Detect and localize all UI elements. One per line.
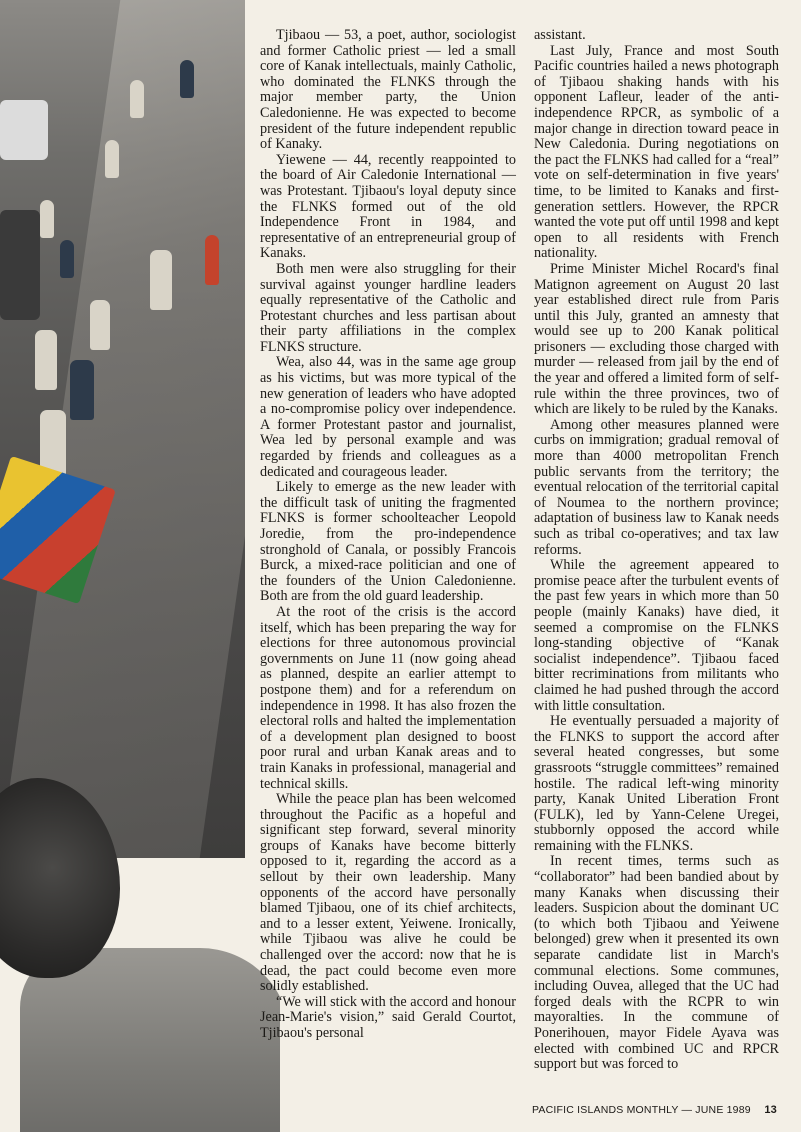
- paragraph: Among other measures planned were curbs on immigration; gradual removal of more than 4000 metropolitan French public servants from the territory; the eventual relocation of the territorial capital of Noumea to the northern province; adaptation of business law to Kanak needs such as tribal co-operatives; and tax law reforms.: [534, 416, 779, 558]
- procession-walker: [150, 250, 172, 310]
- portrait-photo: [0, 778, 280, 1132]
- paragraph: Both men were also struggling for their survival against younger hardline leaders equally representative of the Catholic and Protestant churches and less partisan about their party affiliations in the complex FLNKS structure.: [260, 260, 516, 355]
- paragraph: While the peace plan has been welcomed throughout the Pacific as a hopeful and significant step forward, several minority groups of Kanaks have become bitterly opposed to it, regarding the accord as a sellout by their own leadership. Many opponents of the accord have personally blamed Tjibaou, one of its chief architects, and to a lesser extent, Yeiwene. Ironically, while Tjibaou was alive he could be challenged over the accord: now that he is dead, the pact could become even more solidly established.: [260, 791, 516, 995]
- procession-walker: [35, 330, 57, 390]
- procession-walker: [205, 235, 219, 285]
- publication-line: PACIFIC ISLANDS MONTHLY — JUNE 1989: [532, 1104, 751, 1116]
- paragraph: Wea, also 44, was in the same age group as his victims, but was more typical of the new generation of leaders who have adopted a no-compromise policy over independence. A former Protestant pastor and journalist, Wea led by personal example and was regarded by friends and colleagues as a dedicated and courageous leader.: [260, 354, 516, 480]
- page-footer: [532, 1104, 777, 1116]
- white-car: [0, 100, 48, 160]
- article-column-middle: [260, 28, 516, 1042]
- paragraph: Prime Minister Michel Rocard's final Matignon agreement on August 20 last year established direct rule from Paris until this July, granted an amnesty that would see up to 200 Kanak political prisoners — excluding those charged with murder — released from jail by the end of the year and offered a limited form of self-rule within the three provinces, two of which are likely to be ruled by the Kanaks.: [534, 260, 779, 418]
- paragraph: Yiewene — 44, recently reappointed to the board of Air Caledonie International — was Protestant. Tjibaou's loyal deputy since the FLNKS formed out of the old Independence Front in 1984, and representative of an entrepreneurial group of Kanaks.: [260, 151, 516, 262]
- article-column-right: [534, 28, 779, 1073]
- paragraph: Tjibaou — 53, a poet, author, sociologist and former Catholic priest — led a small core of Kanak intellectuals, mainly Catholic, who dominated the FLNKS through the major member party, the Union Caledonienne. He was expected to become president of the future independent republic of Kanaky.: [260, 27, 516, 153]
- procession-walker: [90, 300, 110, 350]
- portrait-head: [0, 778, 120, 978]
- procession-walker: [60, 240, 74, 278]
- paragraph: At the root of the crisis is the accord itself, which has been preparing the way for elections for three autonomous provincial governments on June 11 (now going ahead as planned, despite an earlier attempt to postpone them) and for a referendum on independence in 1998. It has also frozen the electoral rolls and halted the implementation of a development plan designed to boost poor rural and urban Kanak areas and to train Kanaks in professional, managerial and technical skills.: [260, 603, 516, 792]
- paragraph: While the agreement appeared to promise peace after the turbulent events of the past few years in which more than 50 people (mainly Kanaks) have died, it seemed a compromise on the FLNKS long-standing objective of “Kanak socialist independence”. Tjibaou faced bitter recriminations from militants who claimed he had pushed through the accord with little consultation.: [534, 557, 779, 714]
- procession-walker: [130, 80, 144, 118]
- procession-walker: [40, 200, 54, 238]
- paragraph: Last July, France and most South Pacific countries hailed a news photograph of Tjibaou shaking hands with his opponent Lafleur, leader of the anti-independence RPCR, as symbolic of a major change in direction toward peace in New Caledonia. During negotiations on the pact the FLNKS had called for a “real” vote on self-determination in five years' time, to be limited to Kanaks and first-generation settlers. However, the RPCR wanted the vote put off until 1998 and kept open to all residents with French nationality.: [534, 42, 779, 262]
- paragraph: In recent times, terms such as “collaborator” had been bandied about by many Kanaks when discussing their leaders. Suspicion about the dominant UC (to which both Tjibaou and Yeiwene belonged) grew when it presented its own separate candidate list in March's communal elections. Some communes, including Ouvea, alleged that the UC had forged deals with the RCPR to win mayoralties. In the commune of Ponerihouen, mayor Fidele Ayava was elected with combined UC and RPCR support but was forced to: [534, 853, 779, 1073]
- dark-car: [0, 210, 40, 320]
- procession-walker: [180, 60, 194, 98]
- procession-walker: [105, 140, 119, 178]
- funeral-procession-photo: [0, 0, 245, 858]
- paragraph: He eventually persuaded a majority of the FLNKS to support the accord after several heated congresses, but some grassroots “struggle committees” remained hostile. The radical left-wing minority party, Kanak United Liberation Front (FULK), led by Yann-Celene Uregei, stubbornly opposed the accord while remaining with the FLNKS.: [534, 713, 779, 854]
- paragraph: “We will stick with the accord and honour Jean-Marie's vision,” said Gerald Courtot, Tjibaou's personal: [260, 993, 516, 1041]
- page-number: 13: [764, 1104, 777, 1116]
- paragraph-continuation: assistant.: [534, 27, 586, 43]
- procession-walker: [70, 360, 94, 420]
- paragraph: Likely to emerge as the new leader with the difficult task of uniting the fragmented FLNKS is former schoolteacher Leopold Joredie, from the pro-independence stronghold of Canala, or possibly Francois Burck, a mixed-race politician and one of the founders of the Union Caledonienne. Both are from the old guard leadership.: [260, 479, 516, 605]
